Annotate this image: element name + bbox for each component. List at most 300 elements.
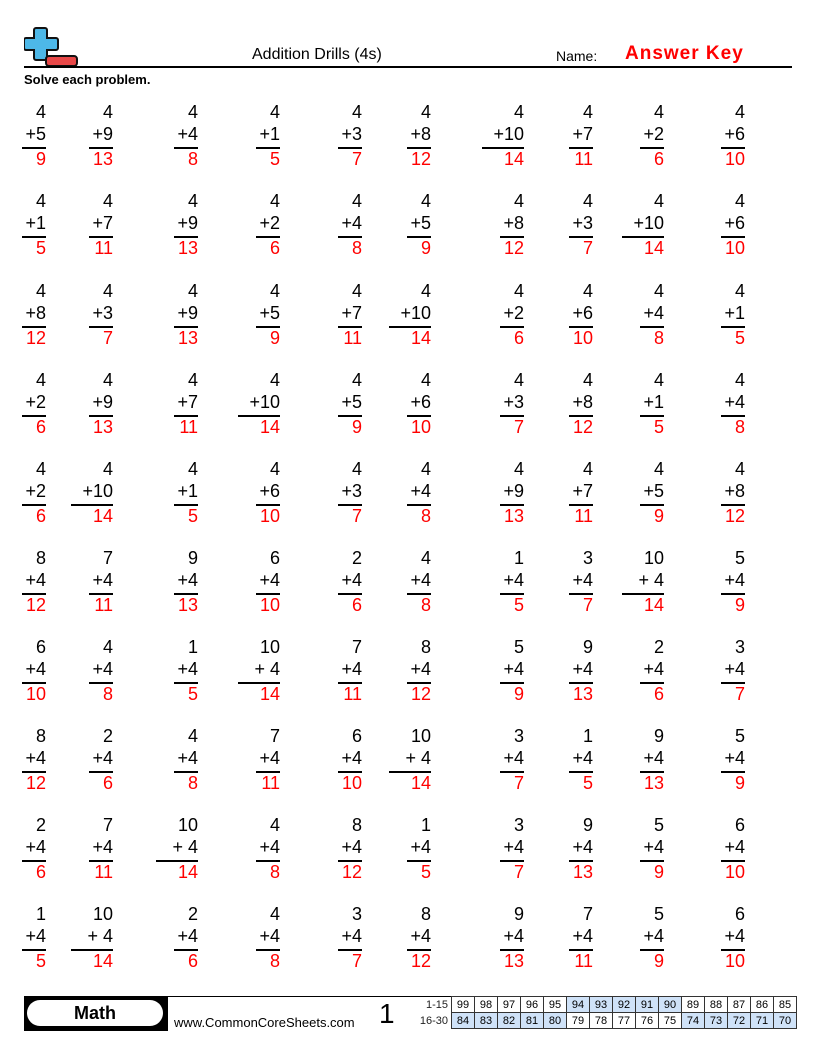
problem-addend-top: 4 [35,281,46,301]
problem-addend-top: 4 [102,102,113,122]
worksheet-title: Addition Drills (4s) [252,46,382,63]
problem-addend-bottom: +4 [572,926,593,946]
problem-addend-bottom: +2 [25,481,46,501]
problem-addend-bottom: +4 [503,837,524,857]
problem-answer: 13 [177,328,198,348]
problem-addend-top: 4 [187,370,198,390]
problem-addend-bottom: +7 [572,124,593,144]
problem-answer: 12 [25,595,46,615]
problem-addend-bottom: +5 [25,124,46,144]
problem-addend-bottom: +8 [25,303,46,323]
problem-addend-top: 7 [102,548,113,568]
problem-answer: 5 [653,417,664,437]
problem-addend-top: 4 [187,459,198,479]
problem-answer: 7 [351,951,362,971]
problem-addend-top: 4 [420,102,431,122]
problem-answer: 11 [94,238,113,258]
problem-addend-top: 10 [177,815,198,835]
problem-addend-top: 3 [513,726,524,746]
problem-answer: 12 [410,951,431,971]
problem-answer: 8 [734,417,745,437]
problem-addend-bottom: +4 [259,748,280,768]
problem-answer: 14 [410,773,431,793]
score-row [414,1013,797,1029]
score-cell: 79 [567,1013,590,1029]
problem-addend-top: 6 [35,637,46,657]
problem-addend-top: 4 [187,102,198,122]
problem-addend-top: 4 [102,637,113,657]
problem-addend-top: 2 [653,637,664,657]
problem-answer: 5 [582,773,593,793]
problem-addend-top: 4 [420,191,431,211]
problem-addend-bottom: +6 [572,303,593,323]
problem-answer: 13 [643,773,664,793]
problem-addend-bottom: +6 [724,124,745,144]
score-cell: 99 [452,997,475,1013]
problem-answer: 8 [187,773,198,793]
problem-answer: 7 [351,149,362,169]
problem-addend-bottom: +4 [341,570,362,590]
problem-addend-top: 4 [653,370,664,390]
problem-answer: 14 [177,862,198,882]
problem-addend-top: 4 [269,281,280,301]
score-cell: 75 [659,1013,682,1029]
problem-answer: 8 [269,951,280,971]
problem-addend-top: 8 [351,815,362,835]
problem-addend-top: 4 [513,459,524,479]
problem-addend-top: 4 [582,459,593,479]
score-cell: 85 [774,997,797,1013]
problem-answer: 10 [724,149,745,169]
problem-answer: 10 [572,328,593,348]
problem-addend-bottom: +4 [503,748,524,768]
problem-answer: 9 [420,238,431,258]
website-label: www.CommonCoreSheets.com [174,1015,355,1030]
problem-answer: 13 [177,238,198,258]
problem-answer: 13 [572,684,593,704]
problem-answer: 6 [102,773,113,793]
problem-addend-bottom: +4 [572,659,593,679]
problem-addend-bottom: +9 [177,303,198,323]
problem-addend-bottom: +4 [92,570,113,590]
problem-addend-top: 9 [513,904,524,924]
problem-addend-bottom: +4 [643,659,664,679]
problem-addend-top: 4 [653,459,664,479]
score-cell: 74 [682,1013,705,1029]
problem-answer: 8 [102,684,113,704]
problem-answer: 6 [269,238,280,258]
score-row [414,997,797,1013]
score-cell: 73 [705,1013,728,1029]
problem-addend-bottom: +4 [410,837,431,857]
problem-addend-bottom: +4 [341,837,362,857]
problem-addend-bottom: +9 [503,481,524,501]
problem-addend-bottom: +4 [25,659,46,679]
problem-addend-bottom: +4 [503,926,524,946]
problem-addend-bottom: +4 [410,570,431,590]
problem-addend-bottom: +9 [92,392,113,412]
problem-addend-top: 4 [582,102,593,122]
score-cell: 70 [774,1013,797,1029]
problem-addend-bottom: +4 [643,748,664,768]
problem-addend-top: 9 [582,815,593,835]
problem-addend-top: 10 [259,637,280,657]
problem-addend-bottom: +4 [410,926,431,946]
problem-addend-top: 9 [582,637,593,657]
problem-addend-bottom: +4 [724,570,745,590]
problem-addend-bottom: +4 [177,748,198,768]
problem-addend-top: 4 [734,459,745,479]
problem-addend-bottom: +4 [177,926,198,946]
problem-addend-bottom: +8 [724,481,745,501]
problem-answer: 12 [410,684,431,704]
problem-addend-bottom: +3 [341,481,362,501]
problem-addend-bottom: +4 [92,748,113,768]
problem-addend-top: 4 [734,102,745,122]
problem-answer: 7 [734,684,745,704]
problem-addend-bottom: +10 [400,303,431,323]
problem-addend-top: 7 [582,904,593,924]
problem-addend-bottom: +9 [92,124,113,144]
problem-answer: 12 [724,506,745,526]
problem-addend-top: 9 [187,548,198,568]
problem-answer: 10 [724,862,745,882]
problem-addend-bottom: +5 [341,392,362,412]
problem-addend-top: 4 [351,102,362,122]
problem-addend-top: 1 [187,637,198,657]
problem-answer: 9 [351,417,362,437]
problem-addend-bottom: +6 [724,213,745,233]
problem-answer: 9 [513,684,524,704]
problem-answer: 10 [724,238,745,258]
problem-answer: 10 [25,684,46,704]
problem-addend-bottom: +4 [259,570,280,590]
problem-addend-top: 6 [734,904,745,924]
problem-addend-top: 5 [653,815,664,835]
problem-answer: 12 [410,149,431,169]
problem-answer: 9 [269,328,280,348]
problem-addend-bottom: +7 [92,213,113,233]
problem-addend-top: 8 [420,904,431,924]
score-cell: 88 [705,997,728,1013]
problem-answer: 11 [574,149,593,169]
problem-addend-bottom: +3 [503,392,524,412]
problem-addend-bottom: +4 [643,926,664,946]
problem-answer: 5 [35,951,46,971]
problem-addend-top: 4 [420,281,431,301]
problem-addend-top: 4 [269,191,280,211]
problem-addend-top: 4 [513,281,524,301]
problem-addend-top: 2 [351,548,362,568]
problem-addend-bottom: +10 [493,124,524,144]
score-cell: 77 [613,1013,636,1029]
problem-addend-top: 4 [35,191,46,211]
problem-answer: 5 [187,684,198,704]
problem-addend-top: 1 [35,904,46,924]
problem-answer: 10 [410,417,431,437]
problem-addend-top: 3 [734,637,745,657]
problem-addend-top: 6 [269,548,280,568]
problem-addend-top: 2 [35,815,46,835]
problem-answer: 7 [582,238,593,258]
score-cell: 94 [567,997,590,1013]
score-cell: 86 [751,997,774,1013]
problem-addend-top: 8 [420,637,431,657]
problem-answer: 12 [503,238,524,258]
problem-addend-top: 6 [734,815,745,835]
problem-answer: 5 [35,238,46,258]
problem-addend-bottom: +4 [643,303,664,323]
problem-answer: 11 [343,328,362,348]
problem-answer: 5 [269,149,280,169]
problem-addend-bottom: +1 [643,392,664,412]
score-cell: 81 [521,1013,544,1029]
problem-addend-bottom: +4 [92,837,113,857]
problem-addend-top: 4 [351,370,362,390]
problem-addend-top: 4 [653,191,664,211]
problem-addend-bottom: +2 [25,392,46,412]
problem-addend-bottom: +4 [177,659,198,679]
problem-addend-bottom: + 4 [87,926,113,946]
problem-addend-top: 1 [420,815,431,835]
problem-answer: 13 [92,149,113,169]
problem-answer: 14 [92,506,113,526]
problem-addend-top: 4 [734,281,745,301]
score-cell: 72 [728,1013,751,1029]
problem-answer: 14 [643,595,664,615]
problem-addend-top: 3 [513,815,524,835]
score-cell: 76 [636,1013,659,1029]
problem-addend-top: 2 [102,726,113,746]
problem-addend-top: 10 [643,548,664,568]
problem-answer: 9 [653,951,664,971]
problem-addend-top: 4 [269,370,280,390]
problem-addend-top: 8 [35,548,46,568]
problem-addend-top: 8 [35,726,46,746]
problem-addend-bottom: +4 [177,124,198,144]
problem-addend-bottom: +7 [177,392,198,412]
problem-answer: 9 [734,773,745,793]
problem-answer: 13 [177,595,198,615]
score-cell: 98 [475,997,498,1013]
problem-addend-bottom: +4 [341,748,362,768]
problem-answer: 5 [420,862,431,882]
score-cell: 80 [544,1013,567,1029]
problem-addend-top: 4 [653,281,664,301]
problem-answer: 12 [25,328,46,348]
problem-addend-top: 4 [269,904,280,924]
problem-addend-top: 7 [102,815,113,835]
problem-addend-bottom: +4 [572,570,593,590]
problem-answer: 8 [351,238,362,258]
problem-addend-bottom: + 4 [405,748,431,768]
problem-addend-top: 5 [513,637,524,657]
problem-answer: 12 [341,862,362,882]
problem-addend-top: 6 [351,726,362,746]
problem-addend-top: 4 [102,459,113,479]
problem-answer: 7 [351,506,362,526]
problem-answer: 14 [259,684,280,704]
problem-addend-bottom: +1 [259,124,280,144]
problem-addend-top: 5 [734,548,745,568]
problem-addend-bottom: +4 [724,659,745,679]
problem-addend-top: 9 [653,726,664,746]
problem-answer: 13 [572,862,593,882]
subject-label: Math [27,1000,163,1026]
problem-answer: 5 [734,328,745,348]
problem-addend-bottom: +5 [259,303,280,323]
problem-addend-top: 3 [582,548,593,568]
problem-addend-bottom: +2 [259,213,280,233]
problem-addend-bottom: +5 [410,213,431,233]
problem-addend-top: 4 [420,548,431,568]
problem-addend-bottom: +4 [25,926,46,946]
problem-addend-bottom: +4 [724,926,745,946]
problem-addend-top: 4 [102,191,113,211]
problem-answer: 12 [572,417,593,437]
problem-addend-top: 4 [653,102,664,122]
score-cell: 92 [613,997,636,1013]
problem-answer: 13 [503,506,524,526]
problem-addend-top: 4 [513,370,524,390]
problem-addend-top: 4 [187,191,198,211]
problem-addend-bottom: +10 [82,481,113,501]
problem-addend-bottom: +7 [341,303,362,323]
problem-addend-bottom: +4 [25,748,46,768]
problem-answer: 14 [643,238,664,258]
problem-addend-top: 4 [102,281,113,301]
problem-answer: 13 [92,417,113,437]
problem-answer: 6 [513,328,524,348]
problem-addend-bottom: +4 [724,748,745,768]
problem-addend-bottom: +8 [410,124,431,144]
score-cell: 84 [452,1013,475,1029]
problem-addend-top: 4 [35,459,46,479]
score-cell: 83 [475,1013,498,1029]
problem-answer: 11 [261,773,280,793]
score-table [414,996,797,1029]
problem-answer: 6 [653,684,664,704]
problem-addend-bottom: +6 [259,481,280,501]
problem-addend-top: 4 [513,191,524,211]
problem-answer: 9 [653,862,664,882]
score-cell: 95 [544,997,567,1013]
problem-addend-top: 3 [351,904,362,924]
problem-answer: 10 [341,773,362,793]
problem-answer: 11 [574,506,593,526]
problem-addend-top: 4 [582,191,593,211]
problem-addend-top: 4 [582,281,593,301]
problem-addend-bottom: +7 [572,481,593,501]
problem-addend-bottom: +9 [177,213,198,233]
score-cell: 97 [498,997,521,1013]
problem-addend-bottom: +4 [341,213,362,233]
problem-addend-top: 4 [734,191,745,211]
problem-addend-bottom: +3 [572,213,593,233]
problem-answer: 10 [259,506,280,526]
problem-addend-bottom: + 4 [254,659,280,679]
problem-answer: 7 [513,417,524,437]
problem-addend-bottom: +2 [503,303,524,323]
problem-answer: 8 [187,149,198,169]
problem-addend-top: 4 [187,726,198,746]
name-label: Name: [556,48,598,64]
problem-addend-top: 4 [269,459,280,479]
problem-addend-top: 4 [582,370,593,390]
problem-answer: 11 [179,417,198,437]
problem-answer: 10 [259,595,280,615]
problem-addend-bottom: + 4 [638,570,664,590]
problem-addend-top: 4 [351,191,362,211]
problem-addend-bottom: +8 [572,392,593,412]
score-cell: 78 [590,1013,613,1029]
problem-addend-top: 10 [92,904,113,924]
page-number: 1 [379,998,395,1029]
problem-addend-bottom: +1 [177,481,198,501]
score-cell: 82 [498,1013,521,1029]
problem-answer: 8 [653,328,664,348]
problem-addend-top: 5 [653,904,664,924]
problem-addend-bottom: +5 [643,481,664,501]
problem-addend-bottom: +4 [410,659,431,679]
problem-answer: 6 [653,149,664,169]
problem-answer: 9 [734,595,745,615]
score-cell: 87 [728,997,751,1013]
problem-answer: 8 [420,506,431,526]
score-cell: 96 [521,997,544,1013]
problem-answer: 13 [503,951,524,971]
problem-answer: 14 [503,149,524,169]
problem-addend-bottom: +1 [724,303,745,323]
problem-addend-top: 4 [187,281,198,301]
problem-answer: 7 [582,595,593,615]
problem-addend-bottom: +4 [724,837,745,857]
score-cell: 71 [751,1013,774,1029]
problem-addend-top: 4 [269,815,280,835]
problem-answer: 11 [343,684,362,704]
problem-answer: 11 [94,862,113,882]
score-cell: 90 [659,997,682,1013]
problem-addend-bottom: +4 [572,748,593,768]
problem-addend-bottom: +3 [92,303,113,323]
score-row-label: 1-15 [425,998,448,1011]
problem-answer: 14 [410,328,431,348]
name-value-answer-key: Answer Key [625,43,744,64]
problem-answer: 11 [94,595,113,615]
problem-addend-bottom: +4 [410,481,431,501]
problem-answer: 6 [351,595,362,615]
problem-answer: 8 [269,862,280,882]
problem-addend-bottom: +1 [25,213,46,233]
problem-answer: 7 [513,773,524,793]
score-cell: 93 [590,997,613,1013]
problem-addend-bottom: +4 [503,570,524,590]
instructions: Solve each problem. [24,72,151,87]
problem-answer: 5 [187,506,198,526]
problem-addend-bottom: +4 [259,926,280,946]
problem-addend-bottom: +4 [177,570,198,590]
problem-addend-bottom: +6 [410,392,431,412]
problem-addend-top: 4 [420,370,431,390]
problem-answer: 5 [513,595,524,615]
problem-addend-bottom: +4 [25,570,46,590]
problem-addend-bottom: +4 [643,837,664,857]
problem-addend-top: 5 [734,726,745,746]
problem-answer: 7 [102,328,113,348]
problem-answer: 6 [187,951,198,971]
problem-addend-top: 4 [513,102,524,122]
problem-answer: 14 [92,951,113,971]
